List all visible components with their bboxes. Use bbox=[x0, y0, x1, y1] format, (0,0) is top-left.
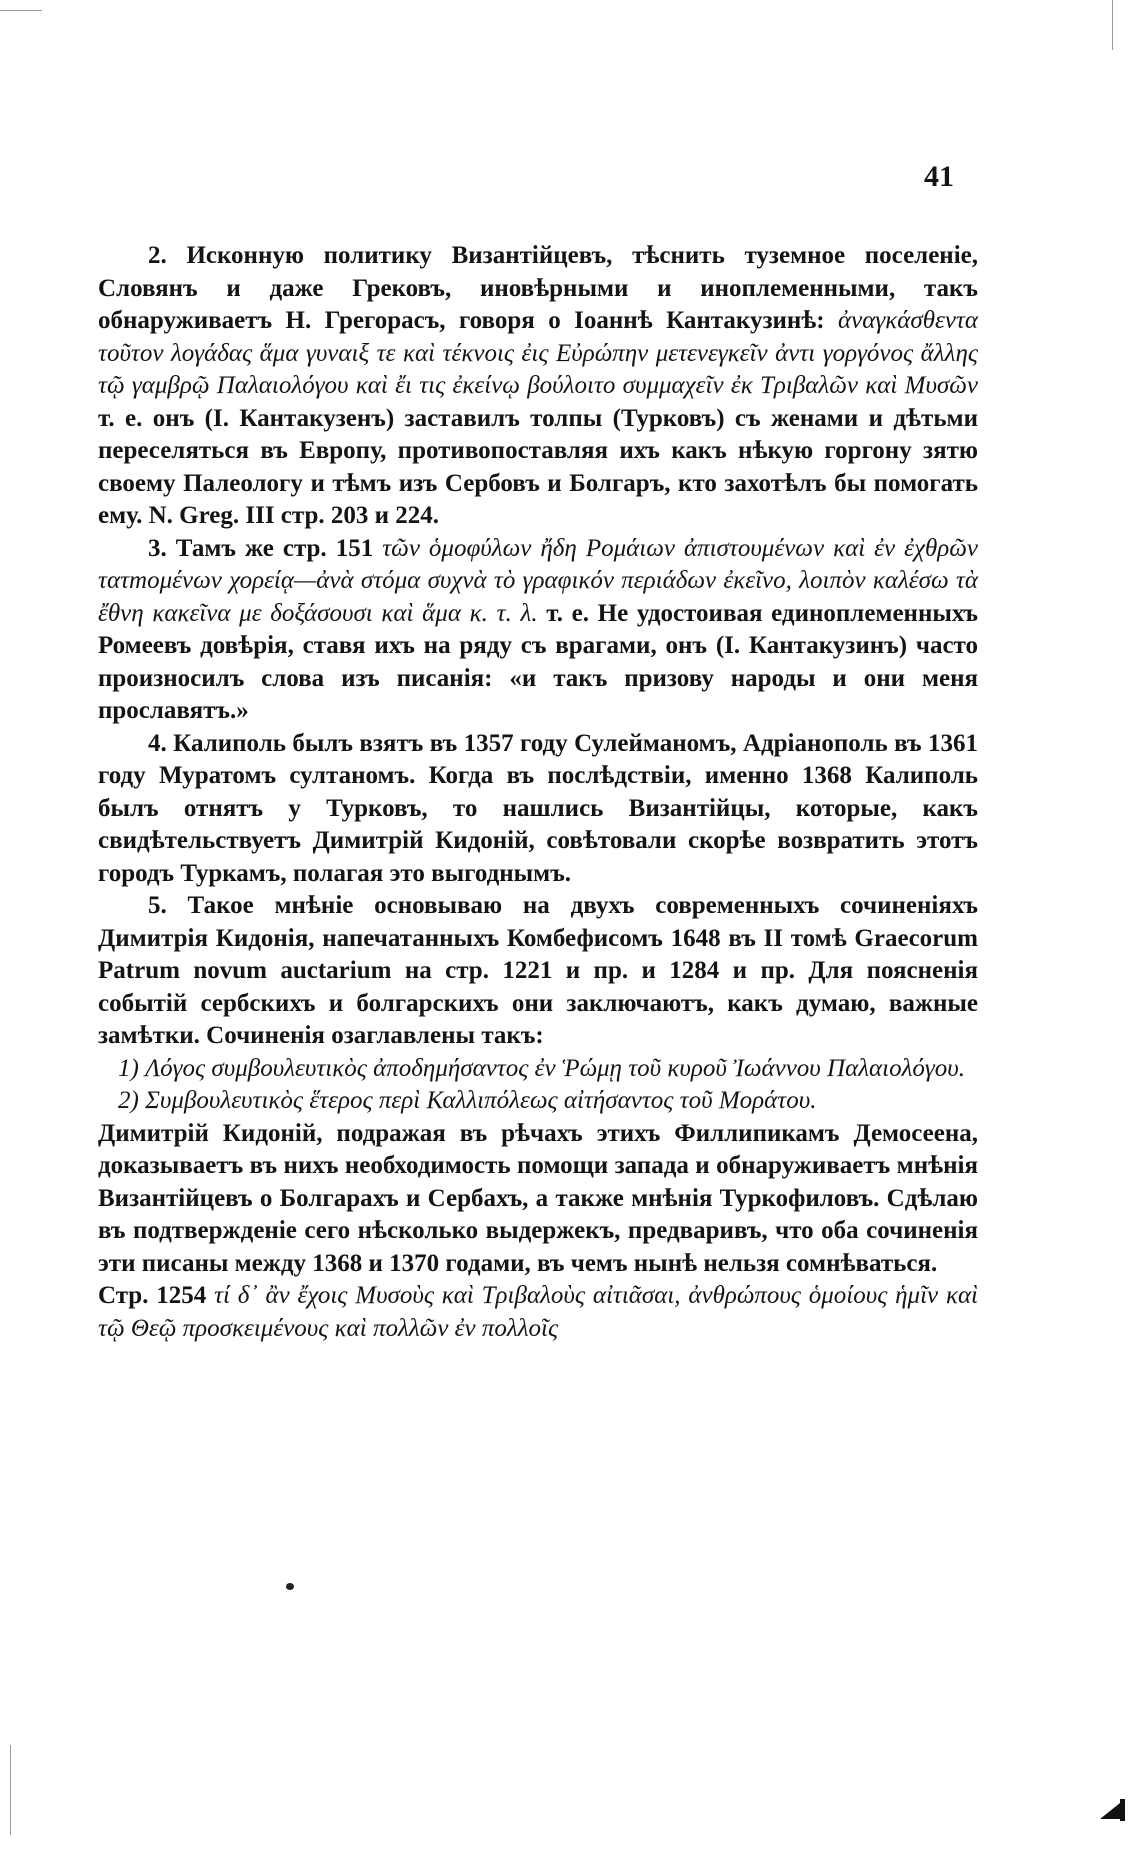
list-item bbox=[98, 1053, 978, 1086]
note-number: 4. bbox=[148, 729, 167, 757]
note-text: т. е. онъ (І. Кантакузенъ) заставилъ толпы (Турковъ) съ женами и дѣтьми переселяться въ Европу, противопоставляя ихъ какъ нѣкую горгону зятю своему Палеологу и тѣмъ изъ Сербовъ и Болгаръ, кто захотѣлъ бы помогать ему. N. Greg. III стр. 203 и 224. bbox=[98, 404, 978, 529]
note-4 bbox=[98, 728, 978, 891]
note-text: Исконную политику Византійцевъ, тѣснить туземное поселеніе, Словянъ и даже Грековъ, иновѣрными и иноплеменными, такъ обнаруживаетъ Н. Грегорасъ, говоря о Іоаннѣ Кантакузинѣ: bbox=[98, 242, 978, 334]
page-reference: Стр. 1254 bbox=[98, 1282, 207, 1309]
note-2 bbox=[98, 240, 978, 533]
scan-artifact-line bbox=[10, 1745, 11, 1835]
list-item bbox=[98, 1085, 978, 1118]
note-text: Калиполь былъ взятъ въ 1357 году Сулейманомъ, Адріанополь въ 1361 году Муратомъ султаномъ. Когда въ послѣдствіи, именно 1368 Калиполь былъ отнятъ у Турковъ, то нашлись Византійцы, которые, какъ свидѣтельствуетъ Димитрій Кидоній, совѣтовали скорѣе возвратить этотъ городъ Туркамъ, полагая это выгоднымъ. bbox=[98, 729, 979, 887]
scan-artifact-line bbox=[1112, 0, 1113, 50]
corner-triangle-icon bbox=[1100, 1803, 1120, 1819]
greek-quote: τῶν ὁμοφύλων ἤδη Ρομάιων ἀπιστουμένων καὶ ἐν ἐχθρῶν τατтομένων χορείᾳ—ἀνὰ στόμα συχνὰ τὸ γραφικόν περιάδων ἐκεῖνο, λοιπὸν καλέσω τὰ ἔθνη κακεῖνα με δοξάσουσι καὶ ἅμα κ. τ. λ. bbox=[98, 534, 978, 627]
note-text: т. е. Не удостоивая единоплеменныхъ Ромеевъ довѣрія, ставя ихъ на ряду съ врагами, онъ (І. Кантакузинъ) часто произносилъ слова изъ писанія: «и такъ призову народы и они меня прославятъ.» bbox=[98, 599, 978, 724]
scan-artifact-line bbox=[0, 10, 42, 11]
note-number: 3. bbox=[148, 534, 167, 562]
greek-title: Λόγος συμβουλευτικὸς ἀποδημήσαντος ἐν Ῥώμῃ τοῦ κυροῦ Ἰωάννου Παλαιολόγου. bbox=[145, 1054, 966, 1082]
note-5 bbox=[98, 890, 978, 1053]
greek-quote: τί δ᾽ ἂν ἔχοις Μυσοὺς καὶ Τριβαλοὺς αἰτιᾶσαι, ἀνθρώπους ὁμοίους ἡμῖν καὶ τῷ Θεῷ προσκειμένους καὶ πολλῶν ἐν πολλοῖς bbox=[98, 1282, 979, 1342]
list-marker: 1) bbox=[118, 1054, 139, 1082]
paragraph: Димитрій Кидоній, подражая въ рѣчахъ этихъ Филлипикамъ Демосеена, доказываетъ въ нихъ необходимость помощи запада и обнаруживаетъ мнѣнія Византійцевъ о Болгарахъ и Сербахъ, а также мнѣнія Туркофиловъ. Сдѣлаю въ подтвержденіе сего нѣсколько выдержекъ, предваривъ, что оба сочиненія эти писаны между 1368 и 1370 годами, въ чемъ нынѣ нельзя сомнѣваться. bbox=[98, 1119, 978, 1277]
page-number: 41 bbox=[924, 160, 954, 193]
greek-title: Συμβουλευτικὸς ἕτερος περὶ Καλλιπόλεως αἰτήσαντος τοῦ Μοράτου. bbox=[145, 1087, 817, 1114]
note-3 bbox=[98, 533, 978, 728]
list-marker: 2) bbox=[118, 1087, 139, 1114]
greek-quote: ἀναγκάσθεντα τοῦτον λογάδας ἅμα γυναιξ τε καὶ τέκνοις ἐις Εὐρώπην μετενεγκεῖν ἀντι γοργόνος ἄλλης τῷ γαμβρῷ Παλαιολόγου καὶ ἔι τις ἐκείνῳ βούλοιτο συμμαχεῖν ἐκ Τριβαλῶν καὶ Μυσῶν bbox=[98, 307, 978, 399]
note-text: Тамъ же стр. 151 bbox=[175, 534, 374, 562]
note-number: 5. bbox=[148, 892, 167, 919]
quote-paragraph bbox=[98, 1280, 978, 1345]
footnotes-body bbox=[98, 240, 978, 1345]
ink-dot bbox=[286, 1583, 294, 1590]
note-text: Такое мнѣніе основываю на двухъ современныхъ сочиненіяхъ Димитрія Кидонія, напечатанныхъ Комбефисомъ 1648 въ II томѣ Graecorum Patrum novum auctarium на стр. 1221 и пр. и 1284 и пр. Для поясненія событій сербскихъ и болгарскихъ они заключаютъ, какъ думаю, важные замѣтки. Сочиненія озаглавлены такъ: bbox=[98, 892, 978, 1049]
corner-bar-mark bbox=[1120, 1799, 1125, 1821]
note-number: 2. bbox=[148, 242, 167, 269]
